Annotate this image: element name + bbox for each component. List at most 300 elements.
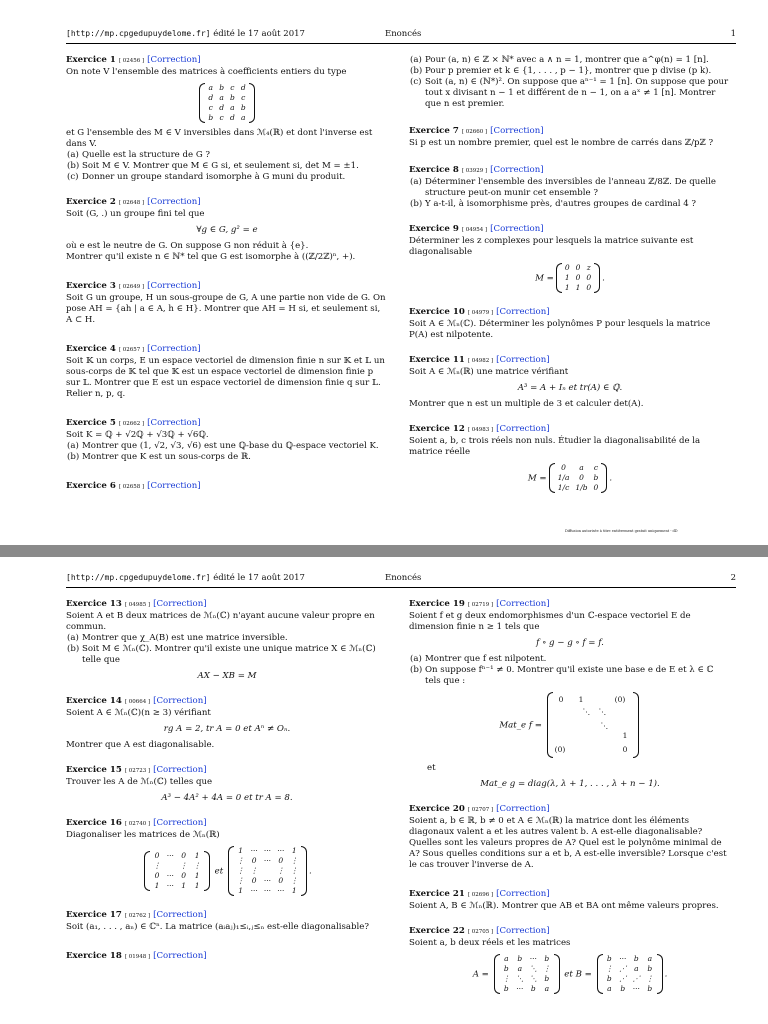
matrix-cell: ⋮ xyxy=(193,861,201,870)
left-column xyxy=(66,599,388,963)
matrix-cell: c xyxy=(208,103,213,112)
equation: rg A = 2, tr A = 0 et Aⁿ ≠ Oₙ. xyxy=(163,724,291,734)
equation: A³ = A + Iₙ et tr(A) ∈ ℚ. xyxy=(517,383,623,393)
matrix-cell: 1 xyxy=(575,283,581,292)
matrix-cell: 0 xyxy=(181,871,187,880)
item-label: (a) xyxy=(410,55,422,65)
list-item xyxy=(66,172,388,183)
matrix-cell: ⋮ xyxy=(236,866,245,875)
matrix-cell: b xyxy=(544,954,550,963)
exercise-text: Soit (G, .) un groupe fini tel que xyxy=(66,209,205,219)
page-2 xyxy=(0,557,768,1024)
matrix-cell: 1 xyxy=(291,886,297,895)
matrix-cell: ⋮ xyxy=(502,974,511,983)
exercise-text: Soient A, B ∈ ℳₙ(ℝ). Montrer que AB et BA ont même valeurs propres. xyxy=(409,901,719,911)
matrix-cell: a xyxy=(208,83,214,92)
correction-link[interactable]: [Correction] xyxy=(153,818,207,828)
item-text: Montrer que f est nilpotent. xyxy=(425,654,547,664)
matrix-cell: ··· xyxy=(166,871,174,880)
matrix-cell: 0 xyxy=(586,273,592,282)
exercise-code: [ 02705 ] xyxy=(467,929,494,935)
matrix-cell: ··· xyxy=(529,954,537,963)
matrix-cell: a xyxy=(240,113,246,122)
list-item xyxy=(409,77,731,110)
exercise-code: [ 01948 ] xyxy=(124,954,151,960)
exercise-code: [ 02658 ] xyxy=(118,484,145,490)
exercise-text: et G l'ensemble des M ∈ V inversibles dans ℳ₄(ℝ) et dont l'inverse est dans V. xyxy=(66,128,373,149)
exercise-text: Soient A et B deux matrices de ℳₙ(ℂ) n'ayant aucune valeur propre en commun. xyxy=(66,611,375,632)
exercise-code: [ 02456 ] xyxy=(118,58,145,64)
matrix-cell: ⋱ xyxy=(529,964,538,973)
exercise-title: Exercice 10 xyxy=(409,307,465,317)
exercise-code: [ 04982 ] xyxy=(467,358,494,364)
exercise-title: Exercice 2 xyxy=(66,197,116,207)
correction-link[interactable]: [Correction] xyxy=(153,599,207,609)
matrix-cell: ··· xyxy=(516,984,524,993)
correction-link[interactable]: [Correction] xyxy=(153,910,207,920)
right-column xyxy=(409,55,731,498)
item-label: (a) xyxy=(67,150,79,160)
correction-link[interactable]: [Correction] xyxy=(147,344,201,354)
exercise-title: Exercice 12 xyxy=(409,424,465,434)
matrix-cell: d xyxy=(240,83,246,92)
exercise-title: Exercice 4 xyxy=(66,344,116,354)
item-text: Montrer que (1, √2, √3, √6) est une ℚ-base du ℚ-espace vectoriel K. xyxy=(82,441,379,451)
matrix-cell: 0 xyxy=(278,876,284,885)
exercise-code: [ 04985 ] xyxy=(124,602,151,608)
matrix-cell: b xyxy=(230,93,235,102)
item-label: (b) xyxy=(410,66,423,76)
matrix-cell: ⋮ xyxy=(179,861,188,870)
matrix-cell: 0 xyxy=(154,871,160,880)
matrix-cell: 1 xyxy=(238,846,244,855)
equation: ∀g ∈ G, g² = e xyxy=(196,225,258,235)
matrix xyxy=(228,846,307,896)
exercise-text: On note V l'ensemble des matrices à coefficients entiers du type xyxy=(66,67,347,77)
item-label: (b) xyxy=(410,199,423,209)
list-item xyxy=(66,452,388,463)
matrix-cell: c xyxy=(230,83,235,92)
exercise-22 xyxy=(409,926,731,994)
matrix xyxy=(494,954,560,994)
matrix xyxy=(547,692,639,758)
page-number: 1 xyxy=(730,29,736,39)
matrix-cell: a xyxy=(219,93,224,102)
exercise-title: Exercice 8 xyxy=(409,165,459,175)
matrix-cell: d xyxy=(208,93,214,102)
equation: AX − XB = M xyxy=(197,671,257,681)
matrix-label: M = xyxy=(527,473,547,484)
matrix-cell: 0 xyxy=(575,263,581,272)
item-label: (a) xyxy=(67,441,79,451)
item-text: Soit M ∈ V. Montrer que M ∈ G si, et seulement si, det M = ±1. xyxy=(82,161,359,171)
matrix-cell: b xyxy=(544,974,550,983)
list-item xyxy=(409,665,731,687)
matrix-block xyxy=(66,83,388,123)
matrix-cell: 1 xyxy=(154,881,160,890)
equation: f ∘ g − g ∘ f = f. xyxy=(536,638,604,648)
exercise-code: [ 04979 ] xyxy=(467,310,494,316)
matrix-cell: 0 xyxy=(181,851,187,860)
exercise-21 xyxy=(409,889,731,912)
matrix-cell: b xyxy=(633,954,639,963)
matrix-cell: 0 xyxy=(575,273,581,282)
matrix-cell: 1 xyxy=(181,881,187,890)
matrix-cell: b xyxy=(606,974,612,983)
exercise-10 xyxy=(409,307,731,341)
exercise-code: [ 02657 ] xyxy=(118,347,145,353)
exercise-title: Exercice 6 xyxy=(66,481,116,491)
list-item xyxy=(409,66,731,77)
exercise-text: Diagonaliser les matrices de ℳₙ(ℝ) xyxy=(66,830,220,840)
matrix-cell: ⋮ xyxy=(543,964,551,973)
matrix-cell: b xyxy=(620,984,626,993)
exercise-text: Soient a, b deux réels et les matrices xyxy=(409,938,571,948)
exercise-text: Déterminer les z complexes pour lesquels la matrice suivante est diagonalisable xyxy=(409,236,694,257)
exercise-text: Montrer qu'il existe n ∈ ℕ* tel que G est isomorphe à ((ℤ/2ℤ)ⁿ, +). xyxy=(66,252,356,262)
item-list xyxy=(409,177,731,210)
matrix-cell: ⋮ xyxy=(646,974,654,983)
exercise-title: Exercice 22 xyxy=(409,926,465,936)
item-label: (c) xyxy=(67,172,79,182)
matrix-cell: d xyxy=(230,113,235,122)
list-item xyxy=(66,633,388,644)
item-text: Déterminer l'ensemble des inversibles de l'anneau ℤ/8ℤ. De quelle structure peut-on munir cet ensemble ? xyxy=(425,177,717,198)
header-title: Enoncés xyxy=(385,573,422,583)
exercise-text: Soient A ∈ ℳₙ(ℂ)(n ≥ 3) vérifiant xyxy=(66,708,211,718)
exercise-title: Exercice 14 xyxy=(66,696,122,706)
matrix-cell: ··· xyxy=(277,886,285,895)
matrix-cell xyxy=(261,866,274,876)
exercise-code: [ 02762 ] xyxy=(124,913,151,919)
matrix-cell: ⋮ xyxy=(250,866,258,875)
exercise-8 xyxy=(409,165,731,210)
correction-link[interactable]: [Correction] xyxy=(496,804,550,814)
exercise-11 xyxy=(409,355,731,410)
matrix-cell: 1/c xyxy=(557,483,570,492)
exercise-title: Exercice 17 xyxy=(66,910,122,920)
matrix-cell: a xyxy=(230,103,235,112)
item-list xyxy=(66,441,388,463)
matrix-cell: z xyxy=(586,263,591,272)
matrix-cell: a xyxy=(517,964,523,973)
exercise-title: Exercice 9 xyxy=(409,224,459,234)
matrix-cell: ⋮ xyxy=(236,856,245,865)
exercise-title: Exercice 11 xyxy=(409,355,465,365)
item-text: Quelle est la structure de G ? xyxy=(82,150,211,160)
matrix-cell: b xyxy=(606,954,612,963)
matrix-cell: ··· xyxy=(632,984,640,993)
matrix-cell: 0 xyxy=(251,856,257,865)
item-text: Soit M ∈ ℳₙ(ℂ). Montrer qu'il existe une unique matrice X ∈ ℳₙ(ℂ) telle que xyxy=(82,644,376,665)
matrix xyxy=(144,851,210,891)
correction-link[interactable]: [Correction] xyxy=(496,599,550,609)
matrix-block: M = 0 0 z 1 0 0 1 1 0 . xyxy=(535,263,605,292)
header-url[interactable]: [http://mp.cpgedupuydelome.fr] xyxy=(66,29,211,38)
matrix-label: M = xyxy=(535,273,554,284)
exercise-text: Soient a, b ∈ ℝ, b ≠ 0 et A ∈ ℳₙ(ℝ) la matrice dont les éléments diagonaux valent a et les autres valent b. A est-elle diagonalisable? Quelles sont les valeurs propres de A? Quel est le polynôme minimal de A? Sous quelles conditions sur a et b, A est-elle inversible? Lorsque c'est le cas trouver l'inverse de A. xyxy=(409,816,727,870)
list-item xyxy=(409,654,731,665)
matrix-cell: ··· xyxy=(250,846,258,855)
exercise-title: Exercice 15 xyxy=(66,765,122,775)
conjunction: et xyxy=(427,763,436,773)
exercise-text: où e est le neutre de G. On suppose G non réduit à {e}. xyxy=(66,241,309,251)
left-column xyxy=(66,55,388,493)
exercise-text: Soit (a₁, . . . , aₙ) ∈ ℂⁿ. La matrice (aᵢaⱼ)₁≤ᵢ,ⱼ≤ₙ est-elle diagonalisable? xyxy=(66,922,369,932)
exercise-text: Trouver les A de ℳₙ(ℂ) telles que xyxy=(66,777,213,787)
matrix-label: A = xyxy=(472,969,489,980)
matrix-cell: b xyxy=(530,984,536,993)
matrix-cell: a xyxy=(607,984,612,993)
matrix-cell: c xyxy=(219,113,224,122)
matrix-cell: ··· xyxy=(263,856,272,865)
matrix-cell: 0 xyxy=(586,283,592,292)
matrix xyxy=(597,954,663,994)
matrix-cell: 0 xyxy=(278,856,284,865)
exercise-code: [ 02660 ] xyxy=(461,129,488,135)
correction-link[interactable]: [Correction] xyxy=(496,424,550,434)
matrix-cell: ⋮ xyxy=(236,876,245,885)
exercise-9 xyxy=(409,224,731,293)
matrix-block: 0 ··· 0 1 ⋮ ⋮ ⋮ 0 ··· 0 1 1 ··· 1 1 et 1 ··· ··· ··· 1 ⋮ 0 ··· 0 ⋮ ⋮ ⋮ ⋮ ⋮ ⋮ 0 ··· 0 ⋮ 1 ··· ··· ··· 1 . xyxy=(66,846,388,896)
item-label: (b) xyxy=(67,452,80,462)
exercise-text: Montrer que A est diagonalisable. xyxy=(66,740,215,750)
matrix-cell: c xyxy=(241,93,246,102)
exercise-15 xyxy=(66,765,388,804)
matrix-cell xyxy=(164,861,177,871)
exercise-title: Exercice 13 xyxy=(66,599,122,609)
page-header xyxy=(66,573,736,588)
matrix-cell: 1 xyxy=(564,273,570,282)
matrix-cell: 1/b xyxy=(575,483,588,492)
exercise-code: [ 02719 ] xyxy=(467,602,494,608)
exercise-1 xyxy=(66,55,388,183)
item-list xyxy=(409,55,731,110)
exercise-code: [ 04983 ] xyxy=(467,427,494,433)
exercise-13 xyxy=(66,599,388,682)
exercise-5 xyxy=(66,418,388,463)
matrix-cell: 0 xyxy=(579,473,584,482)
item-text: Donner un groupe standard isomorphe à G muni du produit. xyxy=(82,172,346,182)
matrix-cell: d xyxy=(219,103,224,112)
list-item xyxy=(66,441,388,452)
matrix xyxy=(556,263,600,293)
right-column xyxy=(409,599,731,999)
matrix-cell: ··· xyxy=(263,886,272,895)
exercise-19 xyxy=(409,599,731,790)
matrix-cell: b xyxy=(647,984,653,993)
exercise-code: [ 02649 ] xyxy=(118,284,145,290)
item-list xyxy=(409,654,731,687)
matrix-cell: b xyxy=(593,473,599,482)
matrix-cell: ⋮ xyxy=(290,876,299,885)
matrix-cell: ··· xyxy=(619,954,627,963)
matrix-cell: a xyxy=(579,463,584,472)
exercise-4 xyxy=(66,344,388,400)
exercise-20 xyxy=(409,804,731,871)
exercise-code: [ 02648 ] xyxy=(118,200,145,206)
correction-link[interactable]: [Correction] xyxy=(147,197,201,207)
correction-link[interactable]: [Correction] xyxy=(496,889,550,899)
exercise-code: [ 02696 ] xyxy=(467,892,494,898)
matrix-cell: ⋰ xyxy=(619,964,627,973)
item-label: (b) xyxy=(410,665,423,675)
exercise-6-continued xyxy=(409,55,731,110)
exercise-code: [ 02723 ] xyxy=(124,768,151,774)
equation: A³ − 4A² + 4A = 0 et tr A = 8. xyxy=(161,793,293,803)
matrix-cell: a xyxy=(504,954,509,963)
matrix-cell: ⋮ xyxy=(277,866,285,875)
matrix xyxy=(549,463,608,493)
exercise-text: Soient f et g deux endomorphismes d'un ℂ-espace vectoriel E de dimension finie n ≥ 1 tels que xyxy=(409,611,691,632)
item-label: (a) xyxy=(67,633,79,643)
jordan-matrix: 0 1 (0) ⋱ ⋱ ⋱ 1 (0) 0 xyxy=(554,695,628,754)
exercise-7 xyxy=(409,126,731,149)
matrix-cell: 1 xyxy=(194,851,200,860)
exercise-6 xyxy=(66,481,388,493)
matrix-cell: b xyxy=(503,984,509,993)
matrix-cell: ⋮ xyxy=(605,964,614,973)
matrix-cell: a xyxy=(544,984,550,993)
page-footer: Diffusion autorisée à titre entièrement gratuit uniquement - dD xyxy=(565,529,678,533)
matrix-cell: ⋰ xyxy=(632,974,641,983)
exercise-title: Exercice 20 xyxy=(409,804,465,814)
matrix-cell: ⋮ xyxy=(153,861,161,870)
exercise-title: Exercice 21 xyxy=(409,889,465,899)
exercise-title: Exercice 5 xyxy=(66,418,116,428)
item-label: (a) xyxy=(410,177,422,187)
matrix-cell: b xyxy=(240,103,246,112)
exercise-17 xyxy=(66,910,388,933)
matrix-cell: ⋱ xyxy=(516,974,524,983)
exercise-code: [ 03929 ] xyxy=(461,168,488,174)
matrix-cell: 1 xyxy=(564,283,570,292)
item-text: Pour p premier et k ∈ {1, . . . , p − 1}, montrer que p divise (p k). xyxy=(425,66,712,76)
item-text: Pour (a, n) ∈ ℤ × ℕ* avec a ∧ n = 1, montrer que a^φ(n) = 1 [n]. xyxy=(425,55,709,65)
correction-link[interactable]: [Correction] xyxy=(490,165,544,175)
exercise-text: Soit A ∈ ℳₙ(ℝ) une matrice vérifiant xyxy=(409,367,569,377)
header-edit-date: édité le 17 août 2017 xyxy=(210,29,305,39)
correction-link[interactable]: [Correction] xyxy=(496,355,550,365)
matrix-cell: b xyxy=(517,954,523,963)
correction-link[interactable]: [Correction] xyxy=(153,951,207,961)
exercise-text: Soit A ∈ ℳₙ(ℂ). Déterminer les polynômes P pour lesquels la matrice P(A) est nilpotente. xyxy=(409,319,711,340)
matrix-cell: ⋰ xyxy=(619,974,627,983)
matrix-cell: 0 xyxy=(593,483,599,492)
exercise-16 xyxy=(66,818,388,896)
item-text: Y a-t-il, à isomorphisme près, d'autres groupes de cardinal 4 ? xyxy=(425,199,697,209)
conjunction: et xyxy=(214,866,224,877)
correction-link[interactable]: [Correction] xyxy=(153,765,207,775)
matrix-block xyxy=(409,692,731,758)
exercise-title: Exercice 19 xyxy=(409,599,465,609)
correction-link[interactable]: [Correction] xyxy=(496,926,550,936)
correction-link[interactable]: [Correction] xyxy=(490,224,544,234)
exercise-code: [ 02740 ] xyxy=(124,821,151,827)
matrix-cell: b xyxy=(208,113,214,122)
exercise-text: Soit G un groupe, H un sous-groupe de G, A une partie non vide de G. On pose AH = {ah | a ∈ A, h ∈ H}. Montrer que AH = H si, et seulement si, A ⊂ H. xyxy=(66,293,386,325)
correction-link[interactable]: [Correction] xyxy=(496,307,550,317)
list-item xyxy=(409,177,731,199)
exercise-title: Exercice 7 xyxy=(409,126,459,136)
matrix-cell: b xyxy=(219,83,224,92)
equation: Mat_e g = diag(λ, λ + 1, . . . , λ + n − 1). xyxy=(480,779,660,789)
header-url[interactable]: [http://mp.cpgedupuydelome.fr] xyxy=(66,573,211,582)
exercise-text: Soit 𝕂 un corps, E un espace vectoriel de dimension finie n sur 𝕂 et 𝕃 un sous-corps de 𝕂 tel que 𝕂 est un espace vectoriel de dimension finie p sur 𝕃. Montrer que E est un espace vectoriel de dimension finie q sur 𝕃. Relier n, p, q. xyxy=(66,356,385,399)
matrix-cell: a xyxy=(634,964,639,973)
exercise-text: Montrer que n est un multiple de 3 et calculer det(A). xyxy=(409,399,644,409)
correction-link[interactable]: [Correction] xyxy=(147,281,201,291)
matrix-cell: ··· xyxy=(250,886,258,895)
item-text: Soit (a, n) ∈ (ℕ*)². On suppose que aⁿ⁻¹ = 1 [n]. On suppose que pour tout x divisant n − 1 et différent de n − 1, on a aˣ ≠ 1 [n]. Montrer que n est premier. xyxy=(425,77,729,109)
matrix-cell: ··· xyxy=(263,846,272,855)
header-edit-date: édité le 17 août 2017 xyxy=(210,573,305,583)
matrix-cell: 1/a xyxy=(557,473,570,482)
matrix-cell: 0 xyxy=(564,263,570,272)
item-text: Montrer que K est un sous-corps de ℝ. xyxy=(82,452,251,462)
list-item xyxy=(66,161,388,172)
matrix-cell: ··· xyxy=(277,846,285,855)
item-text: On suppose fⁿ⁻¹ ≠ 0. Montrer qu'il existe une base e de E et λ ∈ ℂ tels que : xyxy=(425,665,714,686)
correction-link[interactable]: [Correction] xyxy=(153,696,207,706)
exercise-2 xyxy=(66,197,388,263)
matrix-cell: ⋱ xyxy=(529,974,538,983)
exercise-code: [ 04954 ] xyxy=(461,227,488,233)
matrix-cell: 1 xyxy=(194,871,200,880)
matrix xyxy=(199,83,254,123)
header-title: Enoncés xyxy=(385,29,422,39)
correction-link[interactable]: [Correction] xyxy=(147,418,201,428)
matrix-cell: 0 xyxy=(154,851,160,860)
item-label: (c) xyxy=(410,77,422,87)
matrix-label: Mat_e f = xyxy=(499,720,542,731)
exercise-title: Exercice 18 xyxy=(66,951,122,961)
exercise-title: Exercice 3 xyxy=(66,281,116,291)
item-list xyxy=(66,150,388,183)
matrix-cell: 0 xyxy=(561,463,566,472)
correction-link[interactable]: [Correction] xyxy=(147,55,201,65)
list-item xyxy=(409,199,731,210)
exercise-title: Exercice 16 xyxy=(66,818,122,828)
page-number: 2 xyxy=(730,573,736,583)
matrix-block: A = a b ··· b b a ⋱ ⋮ ⋮ ⋱ ⋱ b b ··· b a et B = b ··· b a ⋮ ⋰ a b b ⋰ ⋰ ⋮ a b ··· b . xyxy=(472,954,668,993)
exercise-title: Exercice 1 xyxy=(66,55,116,65)
exercise-text: Soient a, b, c trois réels non nuls. Étudier la diagonalisabilité de la matrice réelle xyxy=(409,436,701,457)
matrix-cell: 1 xyxy=(238,886,244,895)
item-label: (b) xyxy=(67,161,80,171)
matrix-cell: ⋮ xyxy=(290,866,299,875)
page-header xyxy=(66,29,736,44)
matrix-cell: b xyxy=(503,964,509,973)
exercise-12 xyxy=(409,424,731,493)
item-label: (b) xyxy=(67,644,80,654)
exercise-3 xyxy=(66,281,388,326)
matrix-label: et B = xyxy=(564,969,592,980)
exercise-code: [ 02662 ] xyxy=(118,421,145,427)
item-list xyxy=(66,633,388,666)
exercise-text: Soit K = ℚ + √2ℚ + √3ℚ + √6ℚ. xyxy=(66,430,209,440)
correction-link[interactable]: [Correction] xyxy=(490,126,544,136)
list-item xyxy=(66,644,388,666)
matrix-cell: ··· xyxy=(263,876,272,885)
matrix-cell: a xyxy=(647,954,653,963)
matrix-cell: ⋮ xyxy=(290,856,299,865)
correction-link[interactable]: [Correction] xyxy=(147,481,201,491)
matrix-cell: c xyxy=(593,463,599,472)
matrix-block: M = 0 a c 1/a 0 b 1/c 1/b 0 . xyxy=(527,463,613,492)
item-label: (a) xyxy=(410,654,422,664)
matrix-cell: ··· xyxy=(166,851,174,860)
